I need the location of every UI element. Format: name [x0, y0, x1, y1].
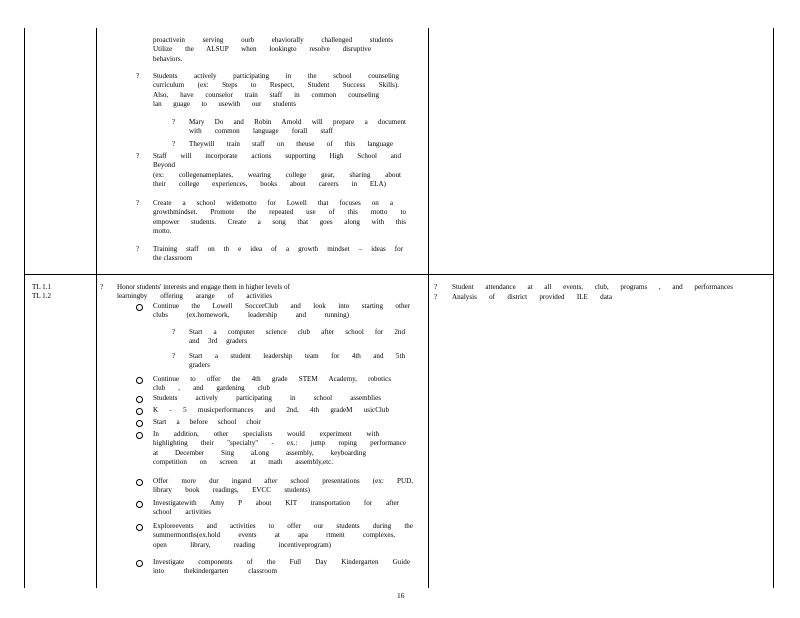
text-line: motto. — [153, 226, 172, 235]
text-line: Training staff on th e idea of a growth mindset – ideas for — [153, 245, 403, 253]
text-line: Investigate components of the Full Day Kindergarten Guide — [153, 558, 410, 566]
text-line: Theywill train staff on theuse of this language — [189, 140, 393, 148]
bullet-marker: ? — [100, 283, 104, 291]
list-item — [153, 522, 413, 550]
bullet-marker: ? — [434, 283, 438, 291]
text-line: their college experiences, books about careers in ELA) — [153, 179, 386, 188]
text-line: lan guage to usewith our students — [153, 99, 296, 108]
text-line: K - 5 musicperformances and 2nd, 4th gradeM usicClub — [153, 406, 389, 414]
text-line: into thekindergarten classroom — [153, 567, 277, 576]
list-item — [153, 302, 410, 321]
text-line: summermonths(ex.hold events at apa rtment complexes, — [153, 531, 395, 540]
list-item — [153, 199, 406, 236]
text-line: the classroom — [153, 254, 193, 263]
text-line: Exploreevents and activities to offer our students during the — [153, 522, 413, 530]
text-line: (ex: collegenameplates, wearing college gear, sharing about — [153, 170, 401, 179]
text-line: Students actively participating in the school counseling — [153, 72, 399, 80]
top-cell-intro — [153, 36, 393, 64]
text-line: competition on screen at math assembly,etc. — [153, 457, 333, 466]
text-line: Mary Do and Robin Arnold will prepare a document — [189, 118, 406, 126]
text-line: growthmindset. Promote the repeated use of this motto to — [153, 208, 406, 217]
text-line: Investigatewith Amy P about KIT transportation for after — [153, 499, 399, 507]
circle-bullet-icon — [136, 304, 143, 311]
list-item — [153, 406, 389, 415]
standard-codes — [32, 283, 72, 302]
sub-list-item — [189, 140, 393, 149]
bullet-marker: ? — [136, 152, 140, 160]
row-divider — [24, 274, 774, 275]
text-line: Also, have counselor train staff in common counseling — [153, 90, 379, 99]
text-line: Students actively participating in school assemblies — [153, 394, 381, 402]
text-line: empower students. Create a song that goes along with this — [153, 217, 406, 226]
bullet-marker: ? — [434, 293, 438, 301]
text-line: at December Sing aLong assembly, keyboarding — [153, 448, 366, 457]
text-line: Utilize the ALSUP when lookingto resolve disruptive — [153, 45, 371, 54]
standard-code: TL 1.1 — [32, 283, 52, 291]
list-item — [153, 152, 401, 189]
text-line: behaviors. — [153, 54, 183, 63]
text-line: curriculum (ex: Steps to Respect, Student Success Skills). — [153, 81, 399, 90]
text-line: club , and gardening club — [153, 384, 270, 393]
standard-code: TL 1.2 — [32, 292, 52, 301]
circle-bullet-icon — [136, 524, 143, 531]
list-item — [153, 245, 403, 264]
text-line: highlighting their "specialty" - ex.: jump roping performance — [153, 439, 406, 448]
list-item — [153, 72, 399, 109]
list-item — [153, 394, 381, 403]
text-line: Create a school widemotto for Lowell that focuses on a — [153, 199, 393, 207]
text-line: proactivein serving ourb ehaviorally challenged students — [153, 36, 393, 44]
circle-bullet-icon — [136, 408, 143, 415]
table-right-border — [773, 28, 774, 588]
text-line: Beyond — [153, 161, 176, 170]
bullet-marker: ? — [136, 199, 140, 207]
sub-bullet-marker: ? — [172, 118, 176, 126]
text-line: In addition, other specialists would experiment with — [153, 430, 379, 438]
sub-bullet-marker: ? — [172, 352, 176, 360]
text-line: library book readings, EVCC students) — [153, 486, 310, 495]
sub-list-item — [189, 352, 405, 371]
text-line: with common language forall staff — [189, 127, 333, 136]
bullet-marker: ? — [136, 245, 140, 253]
evidence-item: Analysis of district provided ILE data — [452, 293, 612, 301]
text-line: learningby offering arange of activities — [117, 292, 272, 301]
circle-bullet-icon — [136, 560, 143, 567]
circle-bullet-icon — [136, 377, 143, 384]
list-item — [153, 558, 410, 577]
sub-bullet-marker: ? — [172, 328, 176, 336]
page-number: 16 — [397, 591, 405, 600]
text-line: Continue the Lowell SoccerClub and look into starting other — [153, 302, 410, 310]
sub-list-item — [189, 118, 406, 137]
circle-bullet-icon — [136, 396, 143, 403]
table-left-border — [24, 28, 25, 588]
list-item — [153, 375, 391, 394]
circle-bullet-icon — [136, 479, 143, 486]
list-item — [153, 430, 406, 467]
text-line: Start a student leadership team for 4th and 5th — [189, 352, 405, 360]
text-line: Honor students' interests and engage them in higher levels of — [117, 283, 290, 291]
column-divider-2 — [428, 28, 429, 588]
text-line: Staff will incorporate actions supporting High School and — [153, 152, 401, 160]
list-item — [153, 418, 261, 427]
circle-bullet-icon — [136, 432, 143, 439]
sub-list-item — [189, 328, 405, 347]
text-line: open library, reading incentiveprogram) — [153, 540, 331, 549]
text-line: clubs (ex.homework, leadership and running) — [153, 311, 349, 320]
bullet-marker: ? — [136, 72, 140, 80]
text-line: school activities — [153, 508, 211, 517]
circle-bullet-icon — [136, 420, 143, 427]
actions-intro — [117, 283, 317, 302]
text-line: Start a computer science club after school for 2nd — [189, 328, 405, 336]
text-line: and 3rd graders — [189, 337, 247, 346]
text-line: Offer more dur ingand after school presentations (ex: PUD, — [153, 477, 413, 485]
text-line: graders — [189, 361, 210, 370]
text-line: Continue to offer the 4th grade STEM Academy, robotics — [153, 375, 391, 383]
sub-bullet-marker: ? — [172, 140, 176, 148]
list-item — [153, 477, 413, 496]
circle-bullet-icon — [136, 501, 143, 508]
evidence-item: Student attendance at all events, club, programs , and performances — [452, 283, 733, 291]
list-item — [153, 499, 399, 518]
column-divider-1 — [96, 28, 97, 588]
text-line: Start a before school choir — [153, 418, 261, 426]
